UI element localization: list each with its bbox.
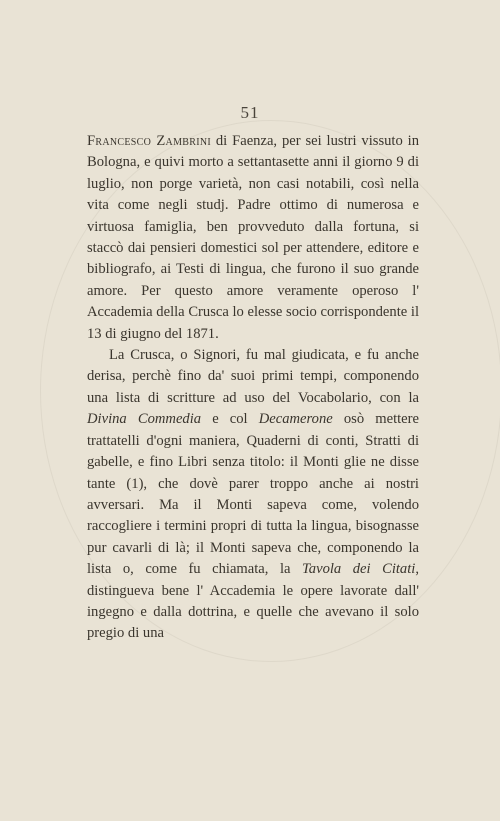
paragraph-2-part-1: La Crusca, o Signori, fu mal giudicata, e fu anche derisa, perchè fino da' suoi primi tempi, componendo una lista di scritture ad uso del Vocabolario, con la [87,347,419,406]
title-tavola-dei-citati: Tavola dei Citati [302,561,416,578]
paragraph-1-body: di Faenza, per sei lustri vissuto in Bologna, e quivi morto a settantasette anni il giorno 9 di luglio, non porge varietà, non casi notabili, così nella vita come negli studj. Padre ottimo di numerosa e virtuosa famiglia, ben provveduto dalla fortuna, si staccò dai pensieri domestici sol per attendere, editore e bibliografo, ai Testi di lingua, che furono il suo grande amore. Per questo amore veramente operoso l' Accademia della Crusca lo elesse socio corrispondente il 13 di giugno del 1871. [87,133,420,342]
paragraph-2-part-2: e col [201,411,259,428]
person-name: Francesco Zambrini [87,133,211,149]
paragraph-2-part-3: osò mettere trattatelli d'ogni maniera, Quaderni di conti, Stratti di gabelle, e fino Libri senza titolo: il Monti glie ne disse tante (1), che dovè parer troppo anche ai nostri avversari. Ma il Monti sapeva come, volendo raccogliere i termini propri di tutta la lingua, bisognasse pur cavarli di là; il Monti sapeva che, componendo la lista o, come fu chiamata, la [87,411,419,578]
body-text [87,131,419,645]
paragraph-2-part-4: , distingueva bene l' Accademia le opere lavorate dall' ingegno e dalla dottrina, e quelle che avevano il solo pregio di una [87,561,419,642]
title-divina-commedia: Divina Commedia [87,411,202,428]
paragraph-1 [87,131,419,345]
paragraph-2 [87,345,419,645]
title-decamerone: Decamerone [258,411,333,428]
page-number: 51 [240,103,260,122]
